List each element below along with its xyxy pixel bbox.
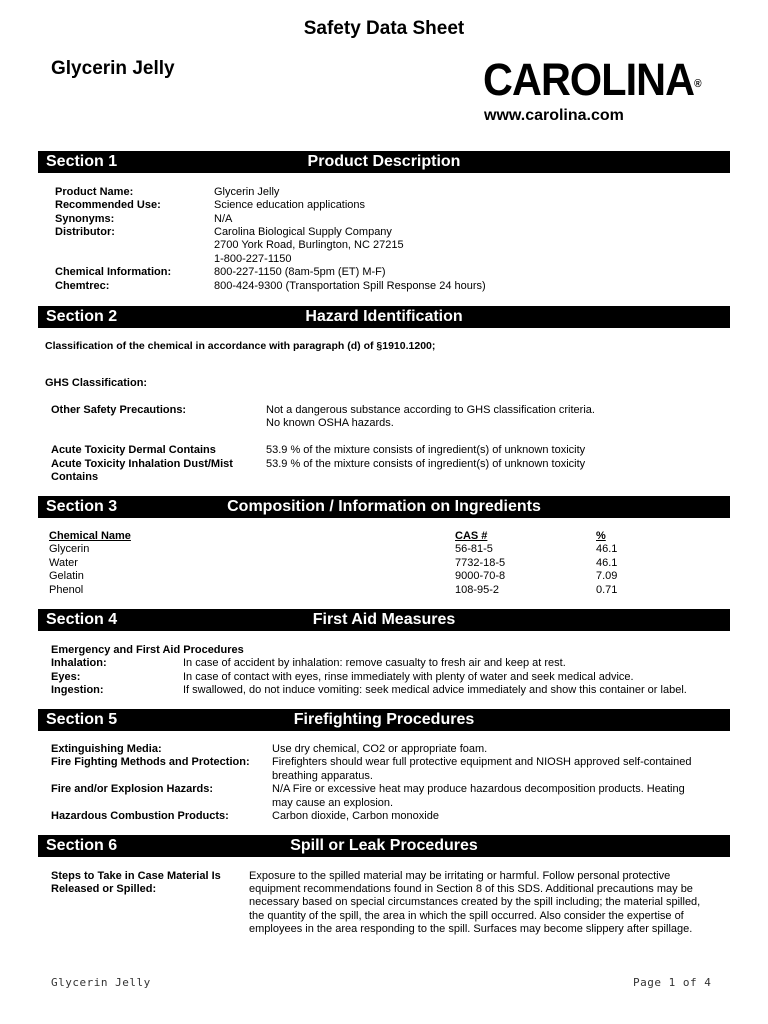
value-chemical-information: 800-227-1150 (8am-5pm (ET) M-F) — [214, 266, 386, 278]
ingredient-name: Water — [49, 557, 78, 569]
spill-text-line: Exposure to the spilled material may be irritating or harmful. Follow personal protective — [249, 870, 671, 882]
ingredient-name: Glycerin — [49, 543, 90, 555]
col-header-percent: % — [596, 530, 606, 542]
label-other-safety: Other Safety Precautions: — [51, 404, 187, 416]
classification-text: Classification of the chemical in accordance with paragraph (d) of §1910.1200; — [45, 340, 436, 352]
section-1-number: Section 1 — [46, 153, 118, 170]
ingredient-percent: 46.1 — [596, 543, 618, 555]
label-synonyms: Synonyms: — [55, 213, 115, 225]
section-3-title: Composition / Information on Ingredients — [227, 498, 541, 515]
ghs-classification-label: GHS Classification: — [45, 377, 148, 389]
section-4-title: First Aid Measures — [312, 611, 456, 628]
value-recommended-use: Science education applications — [214, 199, 366, 211]
ingredient-cas: 9000-70-8 — [455, 570, 506, 582]
footer-product-name: Glycerin Jelly — [51, 976, 151, 989]
ingredient-cas: 108-95-2 — [455, 584, 500, 596]
ingredient-percent: 0.71 — [596, 584, 618, 596]
ingredient-cas: 56-81-5 — [455, 543, 493, 555]
value-acute-dermal: 53.9 % of the mixture consists of ingredient(s) of unknown toxicity — [266, 444, 586, 456]
section-2-title: Hazard Identification — [305, 308, 463, 325]
spill-text-line: necessary based on special circumstances created by the spill including; the material spilled, — [249, 896, 701, 908]
section-1-bar — [38, 151, 730, 173]
value-synonyms: N/A — [214, 213, 233, 225]
label-ingestion: Ingestion: — [51, 684, 104, 696]
value-chemtrec: 800-424-9300 (Transportation Spill Response 24 hours) — [214, 280, 486, 292]
ingredient-name: Phenol — [49, 584, 84, 596]
value-eyes: In case of contact with eyes, rinse immediately with plenty of water and seek medical advice. — [183, 671, 634, 683]
section-2-number: Section 2 — [46, 308, 118, 325]
col-header-chemical-name: Chemical Name — [49, 530, 131, 542]
label-fire-explosion-hazards: Fire and/or Explosion Hazards: — [51, 783, 213, 795]
label-eyes: Eyes: — [51, 671, 81, 683]
value-extinguishing-media: Use dry chemical, CO2 or appropriate foam. — [272, 743, 488, 755]
label-product-name: Product Name: — [55, 186, 134, 198]
label-recommended-use: Recommended Use: — [55, 199, 161, 211]
section-4-number: Section 4 — [46, 611, 118, 628]
section-6-title: Spill or Leak Procedures — [290, 837, 478, 854]
label-chemtrec: Chemtrec: — [55, 280, 110, 292]
ingredient-name: Gelatin — [49, 570, 84, 582]
carolina-logo — [483, 56, 701, 104]
label-inhalation: Inhalation: — [51, 657, 107, 669]
value-distributor: Carolina Biological Supply Company — [214, 226, 392, 238]
first-aid-heading: Emergency and First Aid Procedures — [51, 644, 244, 656]
ingredient-cas: 7732-18-5 — [455, 557, 506, 569]
label-acute-dermal: Acute Toxicity Dermal Contains — [51, 444, 216, 456]
logo-text: CAROLINA — [483, 54, 695, 105]
label-spill-steps-1: Steps to Take in Case Material Is — [51, 870, 221, 882]
value-product-name: Glycerin Jelly — [214, 186, 280, 198]
footer-page-number: Page 1 of 4 — [633, 976, 712, 989]
value-ingestion: If swallowed, do not induce vomiting: seek medical advice immediately and show this container or label. — [183, 684, 687, 696]
value-phone: 1-800-227-1150 — [214, 253, 292, 265]
spill-text-line: equipment recommendations found in Section 8 of this SDS. Additional precautions may be — [249, 883, 693, 895]
col-header-cas: CAS # — [455, 530, 488, 542]
section-1-title: Product Description — [307, 153, 461, 170]
section-3-bar — [38, 496, 730, 518]
label-fire-fighting-methods: Fire Fighting Methods and Protection: — [51, 756, 250, 768]
spill-text-line: employees in the area responding to the spill. Surfaces may become slippery after spillage. — [249, 923, 693, 935]
section-5-number: Section 5 — [46, 711, 118, 728]
value-combustion-products: Carbon dioxide, Carbon monoxide — [272, 810, 439, 822]
label-acute-inhalation-1: Acute Toxicity Inhalation Dust/Mist — [51, 458, 233, 470]
section-5-title: Firefighting Procedures — [293, 711, 475, 728]
section-3-number: Section 3 — [46, 498, 118, 515]
value-fire-explosion-hazards-1: N/A Fire or excessive heat may produce hazardous decomposition products. Heating — [272, 783, 685, 795]
section-5-bar — [38, 709, 730, 731]
label-acute-inhalation-2: Contains — [51, 471, 99, 483]
document-title: Safety Data Sheet — [303, 18, 465, 39]
ingredient-percent: 46.1 — [596, 557, 618, 569]
label-combustion-products: Hazardous Combustion Products: — [51, 810, 229, 822]
value-inhalation: In case of accident by inhalation: remove casualty to fresh air and keep at rest. — [183, 657, 566, 669]
label-extinguishing-media: Extinguishing Media: — [51, 743, 162, 755]
spill-text-line: the quantity of the spill, the area in which the spill occurred. Also consider the expertise of — [249, 910, 684, 922]
value-address: 2700 York Road, Burlington, NC 27215 — [214, 239, 404, 251]
label-chemical-information: Chemical Information: — [55, 266, 172, 278]
website-url: www.carolina.com — [484, 107, 624, 124]
value-other-safety-1: Not a dangerous substance according to GHS classification criteria. — [266, 404, 595, 416]
ingredient-percent: 7.09 — [596, 570, 618, 582]
value-fire-explosion-hazards-2: may cause an explosion. — [272, 797, 394, 809]
value-fire-fighting-methods-1: Firefighters should wear full protective equipment and NIOSH approved self-contained — [272, 756, 692, 768]
value-fire-fighting-methods-2: breathing apparatus. — [272, 770, 373, 782]
label-distributor: Distributor: — [55, 226, 115, 238]
section-6-number: Section 6 — [46, 837, 118, 854]
value-acute-inhalation: 53.9 % of the mixture consists of ingredient(s) of unknown toxicity — [266, 458, 586, 470]
registered-mark: ® — [694, 78, 701, 90]
section-4-bar — [38, 609, 730, 631]
label-spill-steps-2: Released or Spilled: — [51, 883, 157, 895]
section-2-bar — [38, 306, 730, 328]
section-6-bar — [38, 835, 730, 857]
product-title: Glycerin Jelly — [51, 58, 175, 79]
value-other-safety-2: No known OSHA hazards. — [266, 417, 394, 429]
